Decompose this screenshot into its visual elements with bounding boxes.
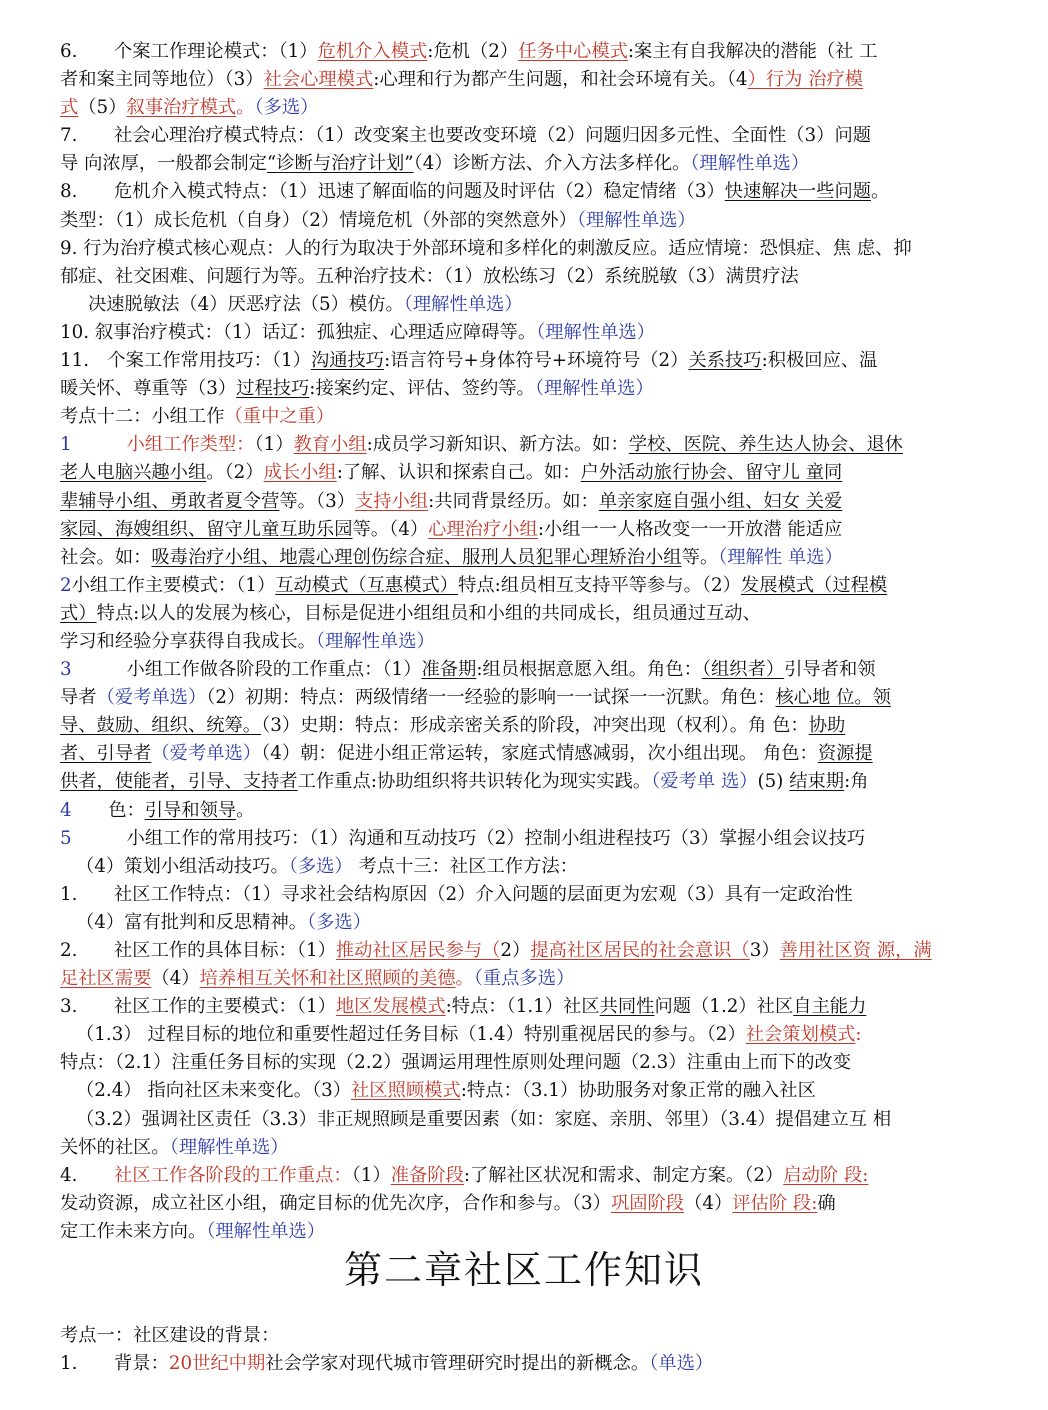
text-line bbox=[60, 1190, 1010, 1218]
text-segment: 定工作未来方向。 bbox=[60, 1220, 207, 1242]
key-term: 沟通技巧 bbox=[310, 350, 385, 372]
text-segment: :危机（2） bbox=[427, 41, 519, 62]
text-segment: 导者 bbox=[60, 687, 97, 709]
annotation-tag: （理解性单选） bbox=[690, 153, 810, 175]
key-term: 地区发展模式 bbox=[335, 996, 446, 1018]
key-term: 家园、海嫂组织、留守儿童互助乐园 bbox=[60, 518, 353, 540]
annotation-tag: （理解性单选） bbox=[206, 1220, 326, 1242]
key-term: 社会策划模式 bbox=[745, 1024, 856, 1046]
text-line bbox=[60, 38, 1010, 66]
annotation-tag: 3 bbox=[60, 659, 72, 681]
text-segment: :成员学习新知识、新方法。如： bbox=[366, 434, 629, 456]
key-term: 自主能力 bbox=[793, 996, 867, 1018]
key-term: 辈辅导小组、勇敢者夏令营 bbox=[60, 490, 280, 512]
text-segment: 社会。如： bbox=[60, 546, 152, 568]
key-term: 供者，使能者，引导、支持者 bbox=[60, 771, 298, 793]
text-segment: 1. 背景： bbox=[60, 1353, 169, 1375]
key-term: 式） bbox=[60, 602, 97, 624]
key-term: 过程技巧 bbox=[236, 378, 310, 400]
text-segment: 1. 社区工作特点：（1）寻求社会结构原因（2）介入问题的层面更为宏观（3）具有一定政治性 bbox=[60, 883, 853, 905]
text-line bbox=[60, 600, 1010, 628]
key-term: 准备阶段 bbox=[390, 1164, 464, 1186]
text-segment: 3. 社区工作的主要模式：（1） bbox=[60, 996, 336, 1018]
body-text bbox=[60, 38, 1010, 1246]
text-segment: :特点：（3.1）协助服务对象正常的融入社区 bbox=[460, 1080, 816, 1102]
annotation-tag: （理解性单选） bbox=[536, 321, 655, 343]
key-term: 危机介入模式 bbox=[317, 41, 428, 62]
annotation-tag: （多选） bbox=[307, 911, 371, 933]
key-term: 社区照顾模式 bbox=[351, 1080, 461, 1102]
key-term: 互动模式（互惠模式） bbox=[275, 574, 459, 596]
text-segment: 小组工作类型： bbox=[126, 434, 255, 456]
text-segment: 。 bbox=[236, 799, 255, 821]
annotation-tag: 1 bbox=[60, 434, 72, 456]
text-segment: （2）初期：特点：两级情绪一一经验的影响一一试探一一沉默。角色： bbox=[206, 687, 776, 709]
text-line bbox=[60, 235, 1010, 263]
annotation-tag: （理解性 单选） bbox=[718, 546, 843, 568]
key-term: 学校、医院、养生达人协会、退休 bbox=[628, 434, 903, 456]
key-term: 资源提 bbox=[817, 743, 873, 765]
text-segment: 2） bbox=[500, 940, 531, 961]
text-segment: 暖关怀、尊重等（3） bbox=[60, 378, 237, 400]
text-segment: 11. 个案工作常用技巧：（1） bbox=[60, 350, 311, 372]
text-segment: （重中之重） bbox=[224, 406, 335, 428]
text-segment: 特点:组员相互支持平等参与。（2） bbox=[458, 574, 741, 596]
text-segment: （4）策划小组活动技巧。 bbox=[76, 855, 289, 877]
text-segment: 引导者和领 bbox=[784, 659, 876, 681]
text-line bbox=[60, 825, 1010, 853]
text-line bbox=[60, 1077, 1010, 1105]
text-segment: 10. 叙事治疗模式：（1）话辽：孤独症、心理适应障碍等。 bbox=[60, 321, 537, 343]
text-segment: 发动资源，成立社区小组，确定目标的优先次序，合作和参与。（3） bbox=[60, 1192, 611, 1214]
key-term: 单亲家庭自强小组、妇女 关爱 bbox=[598, 490, 843, 512]
text-segment: 问题（1.2）社区 bbox=[654, 996, 794, 1018]
text-segment: :小组一一人格改变一一开放潜 能适应 bbox=[537, 518, 843, 540]
text-line bbox=[60, 572, 1010, 600]
key-term: 者、引导者 bbox=[60, 743, 152, 765]
section-text bbox=[60, 1322, 1010, 1378]
text-segment: 小组工作主要模式：（1） bbox=[71, 574, 276, 596]
text-segment: 。 bbox=[455, 968, 474, 990]
text-line bbox=[60, 684, 1010, 712]
text-line bbox=[60, 1021, 1010, 1049]
key-term: 心理治疗小组 bbox=[428, 518, 538, 540]
text-line bbox=[60, 291, 1010, 319]
text-segment: （4）朝：促进小组正常运转，家庭式情感减弱，次小组出现。 角色： bbox=[261, 743, 818, 765]
text-segment: :组员根据意愿入组。角色： bbox=[476, 659, 702, 681]
text-line bbox=[60, 965, 1010, 993]
text-segment: （4） bbox=[684, 1192, 733, 1214]
key-term: 叙事治疗模式 bbox=[126, 97, 237, 119]
text-segment: （5） bbox=[78, 97, 127, 119]
text-segment: 等。（4） bbox=[352, 518, 429, 540]
text-segment: 考点一：社区建设的背景： bbox=[60, 1325, 280, 1346]
annotation-tag: （爱考单 选） bbox=[651, 771, 758, 793]
annotation-tag: （理解性单选） bbox=[403, 293, 523, 315]
key-term: 快速解决一些问题 bbox=[724, 181, 872, 203]
text-segment: :了解社区状况和需求、制定方案。（2） bbox=[463, 1164, 784, 1186]
text-segment: （3.2）强调社区责任（3.3）非正规照顾是重要因素（如：家庭、亲朋、邻里）（3.4）提倡建立互 相 bbox=[76, 1108, 892, 1130]
key-term: 结束期 bbox=[789, 771, 845, 793]
annotation-tag: 2 bbox=[60, 574, 72, 596]
text-segment: （3）史期：特点：形成亲密关系的阶段，冲突出现（权利）。角 色： bbox=[261, 715, 809, 737]
text-segment: （4）诊断方法、介入方法多样化。 bbox=[413, 153, 691, 175]
text-line bbox=[60, 1350, 1010, 1378]
text-line bbox=[60, 881, 1010, 909]
text-line bbox=[60, 403, 1010, 431]
text-segment: 小组工作的常用技巧：（1）沟通和互动技巧（2）控制小组进程技巧（3）掌握小组会议技巧 bbox=[71, 827, 866, 849]
text-line bbox=[60, 347, 1010, 375]
text-line bbox=[60, 656, 1010, 684]
key-term: 发展模式（过程模 bbox=[740, 574, 888, 596]
text-segment: （4）富有批判和反思精神。 bbox=[76, 911, 308, 933]
key-term: 准备期 bbox=[421, 659, 477, 681]
text-segment: 郁症、社交困难、问题行为等。五种治疗技术：（1）放松练习（2）系统脱敏（3）满贯疗法 bbox=[60, 265, 799, 287]
text-segment: 色： bbox=[71, 799, 145, 821]
text-segment: 小组工作做各阶段的工作重点：（1） bbox=[71, 659, 422, 681]
text-segment: 4. bbox=[60, 1164, 115, 1186]
text-line bbox=[60, 768, 1010, 796]
text-segment: 6. 个案工作理论模式：（1） bbox=[60, 41, 318, 62]
key-term: 成长小组 bbox=[263, 462, 337, 484]
text-segment bbox=[72, 434, 127, 455]
text-line bbox=[60, 909, 1010, 937]
text-segment: :接案约定、评估、签约等。 bbox=[309, 378, 535, 400]
text-line bbox=[60, 263, 1010, 291]
key-term: 户外活动旅行协会、留守儿 童同 bbox=[580, 462, 843, 484]
key-term: “诊断与治疗计划” bbox=[266, 153, 414, 175]
text-segment: :心理和行为都产生问题，和社会环境有关。（4 bbox=[373, 69, 748, 91]
text-line bbox=[60, 459, 1010, 487]
chapter-title: 第二章社区工作知识 bbox=[343, 1248, 704, 1292]
text-segment: 7. 社会心理治疗模式特点：（1）改变案主也要改变环境（2）问题归因多元性、全面性（3）问题 bbox=[60, 125, 872, 147]
text-line bbox=[60, 937, 1010, 965]
key-term: 支持小组 bbox=[355, 490, 429, 512]
key-term: 足社区需要 bbox=[60, 968, 152, 990]
text-line bbox=[60, 431, 1010, 459]
text-line bbox=[60, 1322, 1010, 1350]
annotation-tag: （理解性单选） bbox=[576, 209, 696, 231]
text-line bbox=[60, 740, 1010, 768]
text-segment: 9. 行为治疗模式核心观点：人的行为取决于外部环境和多样化的刺激反应。适应情境：恐惧症、焦 虑、抑 bbox=[60, 237, 912, 259]
text-segment: :特点：（1.1）社区 bbox=[445, 996, 600, 1018]
text-segment: 3） bbox=[749, 940, 780, 961]
text-line bbox=[60, 853, 1010, 881]
text-segment: 社会学家对现代城市管理研究时提出的新概念。 bbox=[265, 1353, 650, 1375]
text-line bbox=[60, 628, 1010, 656]
text-segment: :共同背景经历。如： bbox=[428, 490, 599, 512]
key-term: 提高社区居民的社会意识（ bbox=[530, 940, 750, 961]
key-term: 巩固阶段 bbox=[610, 1192, 685, 1214]
text-segment: : bbox=[855, 1024, 862, 1046]
text-segment: （1） bbox=[351, 1164, 391, 1186]
key-term: 社会心理模式 bbox=[263, 69, 374, 91]
key-term: 引导和领导 bbox=[144, 799, 237, 821]
annotation-tag: （单选） bbox=[649, 1353, 714, 1375]
text-line bbox=[60, 375, 1010, 403]
key-term: 吸毒治疗小组、地震心理创伤综合症、服刑人员犯罪心理矫治小组 bbox=[151, 546, 682, 568]
text-line bbox=[60, 544, 1010, 572]
annotation-tag: 5 bbox=[60, 827, 72, 849]
key-term: ）行为 治疗模 bbox=[747, 69, 864, 91]
annotation-tag: 4 bbox=[60, 799, 72, 821]
annotation-tag: （重点多选） bbox=[473, 968, 575, 990]
annotation-tag: （理解性单选） bbox=[315, 630, 435, 652]
text-segment: (5) bbox=[757, 771, 790, 793]
annotation-tag: （爱考单选） bbox=[151, 743, 262, 765]
text-line bbox=[60, 207, 1010, 235]
text-segment: :语言符号+身体符号+环境符号（2） bbox=[384, 350, 689, 372]
text-segment: （2.4） 指向社区未来变化。（3） bbox=[76, 1080, 352, 1102]
text-line bbox=[60, 1049, 1010, 1077]
text-line bbox=[60, 1106, 1010, 1134]
text-line bbox=[60, 178, 1010, 206]
text-segment: 导 向浓厚，一般都会制定 bbox=[60, 153, 267, 175]
text-line bbox=[60, 122, 1010, 150]
key-term: 式 bbox=[60, 97, 79, 119]
text-segment: 社区工作各阶段的工作重点： bbox=[114, 1164, 352, 1186]
annotation-tag: （多选） bbox=[254, 97, 319, 119]
text-segment: （1） bbox=[254, 434, 294, 456]
key-term: 关系技巧 bbox=[688, 350, 762, 372]
text-segment: （1.3） 过程目标的地位和重要性超过任务目标（1.4）特别重视居民的参与。（2） bbox=[76, 1024, 746, 1046]
text-segment: 类型：（1）成长危机（自身）（2）情境危机（外部的突然意外） bbox=[60, 209, 577, 231]
key-term: 善用社区资 源，满 bbox=[779, 940, 932, 961]
text-segment: 等。 bbox=[681, 546, 719, 568]
text-segment: 8. 危机介入模式特点：（1）迅速了解面临的问题及时评估（2）稳定情绪（3） bbox=[60, 181, 725, 203]
text-segment: 考点十二：小组工作 bbox=[60, 406, 225, 428]
key-term: 共同性 bbox=[599, 996, 655, 1018]
text-segment: 等。（3） bbox=[279, 490, 355, 512]
text-line bbox=[60, 1218, 1010, 1246]
text-segment: 确 bbox=[817, 1192, 836, 1214]
text-line bbox=[60, 66, 1010, 94]
annotation-tag: （理解性单选） bbox=[534, 378, 654, 400]
annotation-tag: （爱考单选） bbox=[96, 687, 207, 709]
text-segment: 关怀的社区。 bbox=[60, 1136, 170, 1158]
text-line bbox=[60, 1134, 1010, 1162]
text-segment: :案主有自我解决的潜能（社 工 bbox=[627, 41, 878, 62]
key-term: 培养相互关怀和社区照顾的美德 bbox=[199, 968, 456, 990]
annotation-tag: （理解性单选） bbox=[169, 1136, 289, 1158]
key-term: 教育小组 bbox=[293, 434, 367, 456]
text-line bbox=[60, 993, 1010, 1021]
text-segment: 。（2） bbox=[206, 462, 264, 484]
key-term: 评估阶 段: bbox=[732, 1192, 818, 1214]
text-line bbox=[60, 150, 1010, 178]
text-line bbox=[60, 488, 1010, 516]
text-segment: 特点:以人的发展为核心，目标是促进小组组员和小组的共同成长，组员通过互动、 bbox=[96, 602, 761, 624]
text-line bbox=[60, 319, 1010, 347]
text-segment: （4） bbox=[151, 968, 200, 990]
key-term: （组织者） bbox=[701, 659, 785, 681]
text-segment: 工作重点:协助组织将共识转化为现实实践。 bbox=[297, 771, 652, 793]
text-line bbox=[60, 1162, 1010, 1190]
text-segment: 2. 社区工作的具体目标：（1） bbox=[60, 940, 336, 961]
key-term: 核心地 位。领 bbox=[775, 687, 891, 709]
key-term: 任务中心模式 bbox=[518, 41, 628, 62]
text-segment: 决速脱敏法（4）厌恶疗法（5）模仿。 bbox=[88, 293, 404, 315]
annotation-tag: （多选） bbox=[288, 855, 353, 877]
key-term: 老人电脑兴趣小组 bbox=[60, 462, 207, 484]
text-segment: 学习和经验分享获得自我成长。 bbox=[60, 630, 316, 652]
key-term: 协助 bbox=[808, 715, 846, 737]
key-term: 导、鼓励、组织、统筹。 bbox=[60, 715, 262, 737]
text-segment: :积极回应、温 bbox=[761, 350, 878, 372]
text-line bbox=[60, 516, 1010, 544]
text-segment: 考点十三：社区工作方法： bbox=[352, 855, 578, 877]
key-term: 推动社区居民参与（ bbox=[335, 940, 501, 961]
text-segment: 。 bbox=[236, 97, 255, 119]
text-line bbox=[60, 797, 1010, 825]
text-segment: 20世纪中期 bbox=[168, 1353, 266, 1375]
text-segment: 者和案主同等地位）（3） bbox=[60, 69, 264, 91]
text-segment: 。 bbox=[871, 181, 890, 203]
key-term: 启动阶 段: bbox=[783, 1164, 869, 1186]
text-segment: :角 bbox=[844, 771, 869, 793]
text-segment: :了解、认识和探索自己。如： bbox=[336, 462, 581, 484]
text-line bbox=[60, 94, 1010, 122]
text-line bbox=[60, 712, 1010, 740]
text-segment: 特点：（2.1）注重任务目标的实现（2.2）强调运用理性原则处理问题（2.3）注重由上而下的改变 bbox=[60, 1052, 852, 1074]
